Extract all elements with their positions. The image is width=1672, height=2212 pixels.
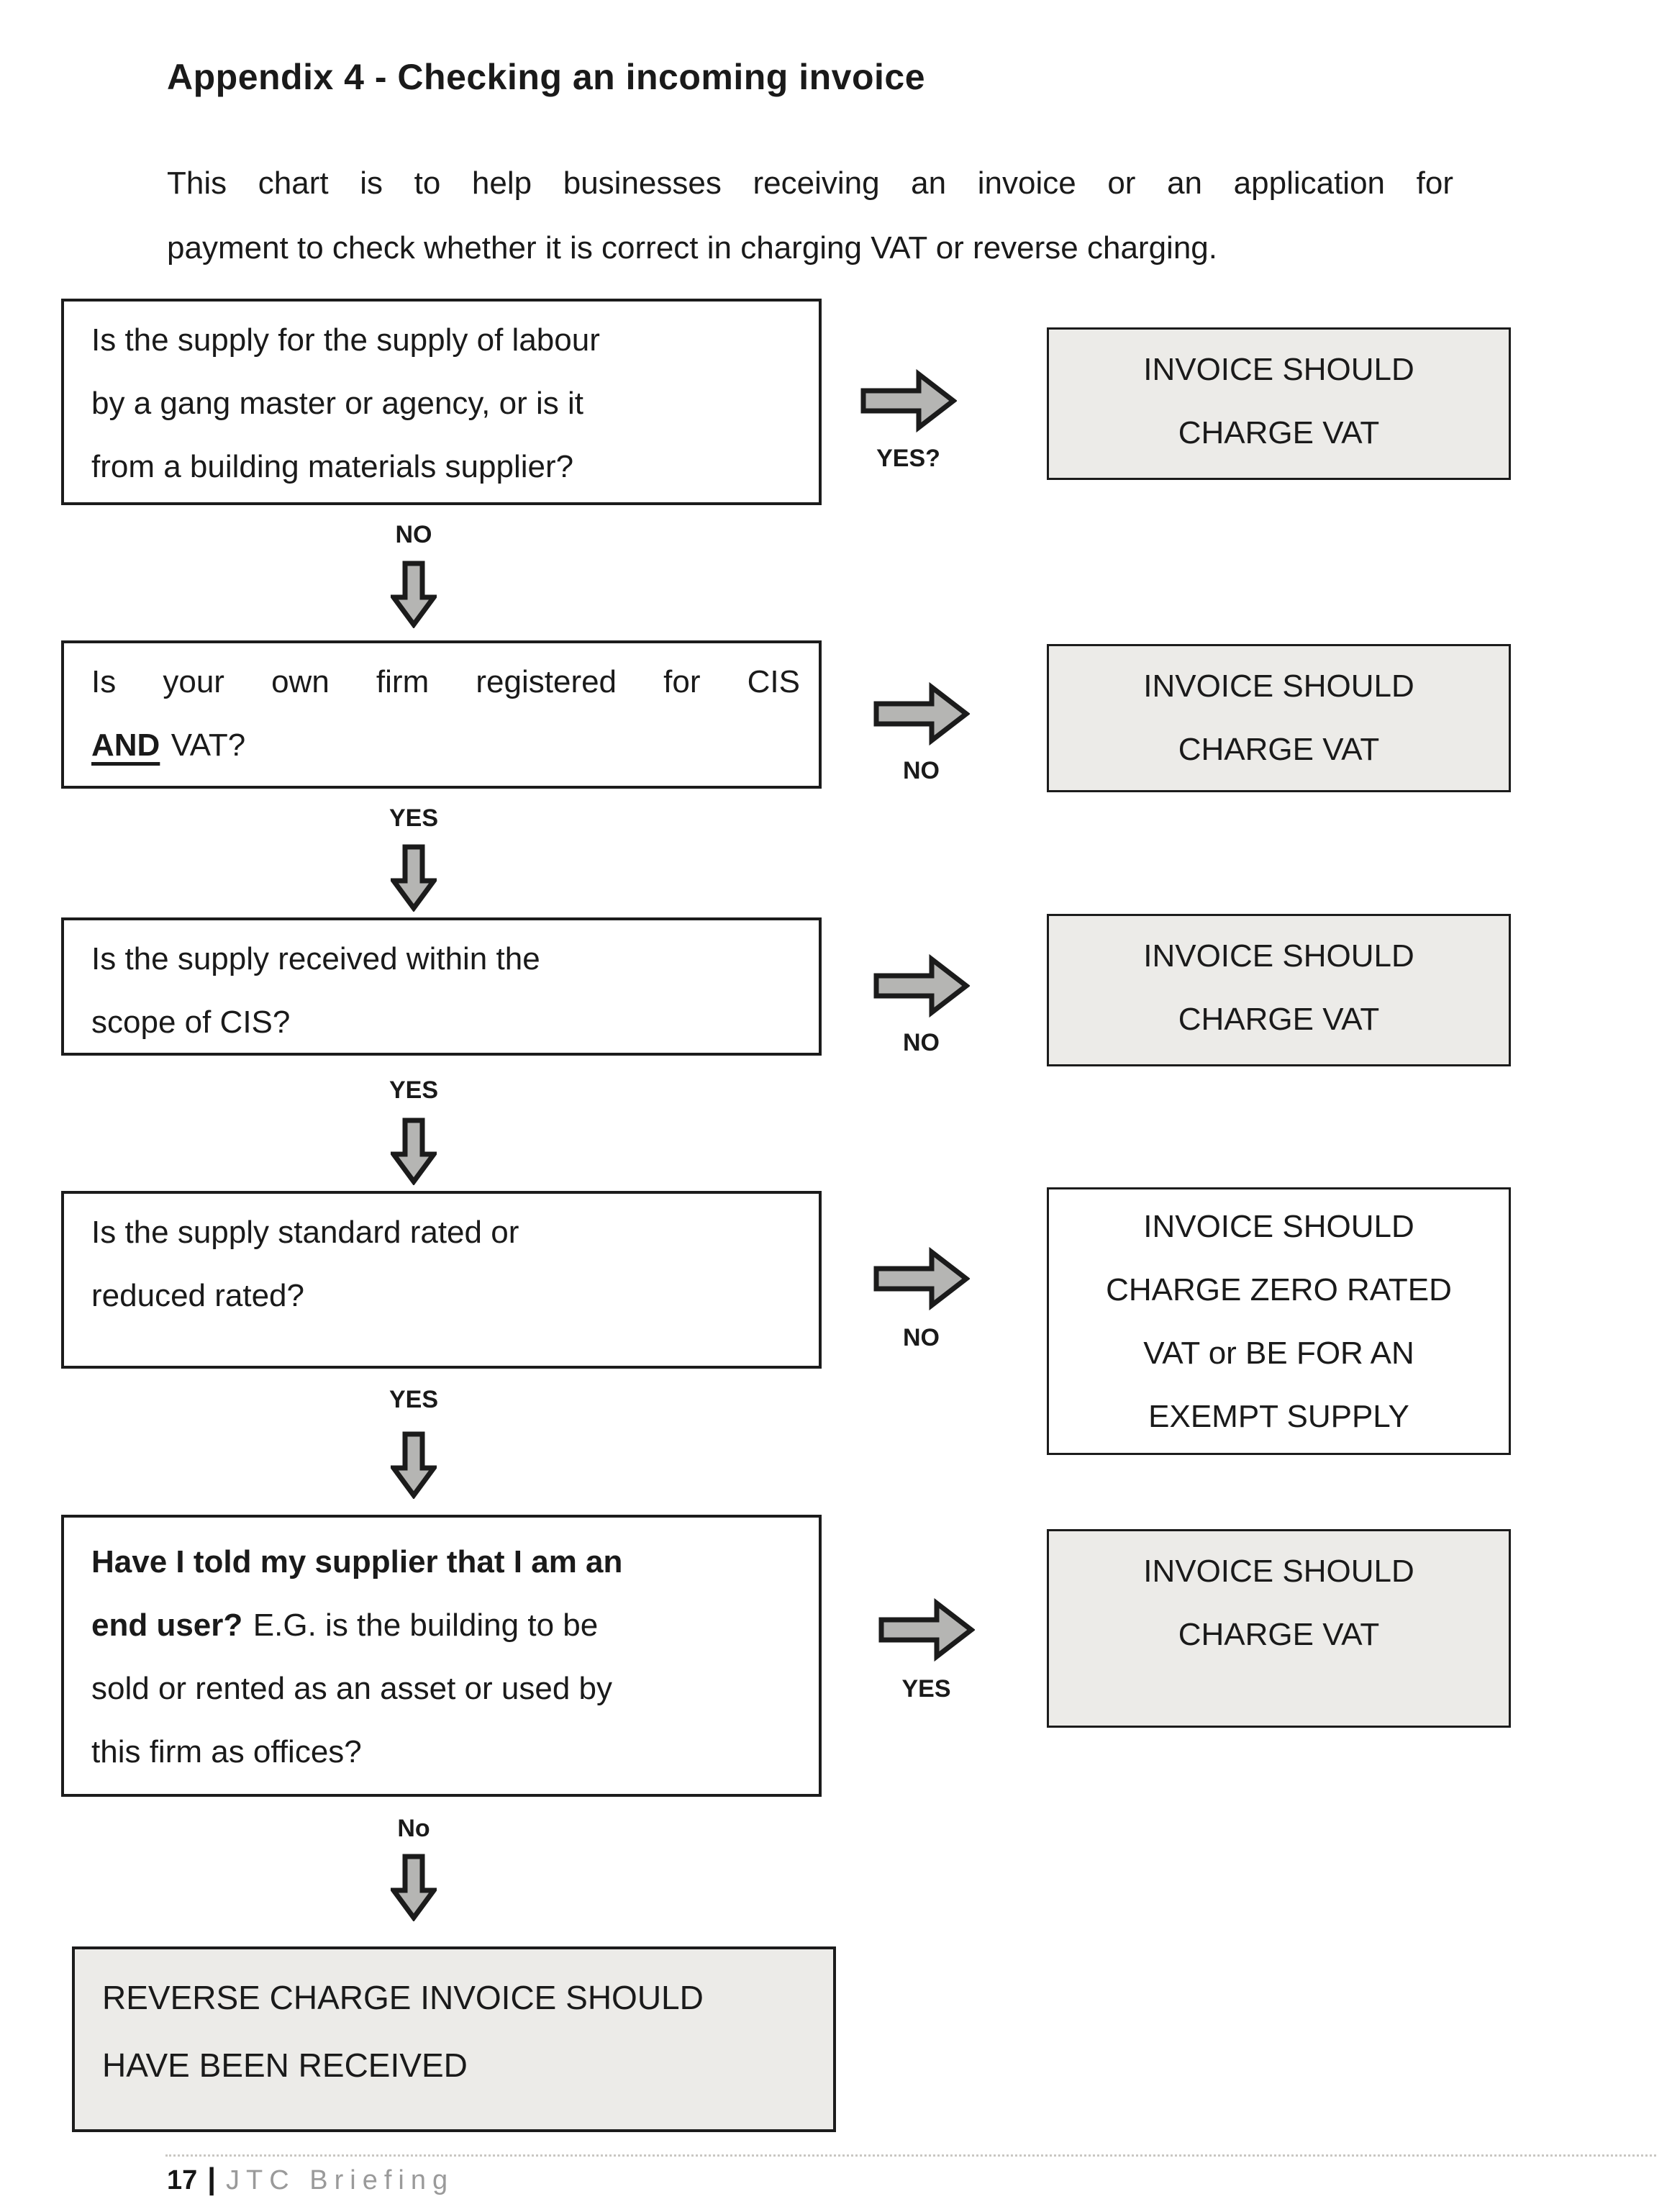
question-box-end-user (61, 1515, 822, 1797)
question-box-labour-supply (61, 299, 822, 505)
question-box-scope-of-cis (61, 917, 822, 1056)
right-arrow-icon (873, 1246, 970, 1311)
result-2-line-1: INVOICE SHOULD (1143, 668, 1414, 704)
footer-divider (165, 2154, 1656, 2157)
down-label-no-5: No (397, 1815, 430, 1842)
result-3-line-1: INVOICE SHOULD (1143, 938, 1414, 974)
question-1-line-3: from a building materials supplier? (91, 449, 574, 484)
result-4-line-3: VAT or BE FOR AN (1143, 1336, 1414, 1371)
branch-label-no-2: NO (903, 757, 940, 784)
question-5-line-4: this firm as offices? (91, 1734, 362, 1769)
result-box-charge-vat-2 (1047, 644, 1511, 792)
question-3-line-1: Is the supply received within the (91, 941, 540, 976)
question-2-line-1: Is your own firm registered for CIS (91, 664, 800, 699)
intro-line-2: payment to check whether it is correct in charging VAT or reverse charging. (167, 230, 1217, 266)
down-arrow-icon (391, 1853, 437, 1921)
question-5-line-2-rest: E.G. is the building to be (253, 1608, 599, 1643)
branch-label-yes-1: YES? (876, 445, 940, 472)
down-arrow-icon (391, 1431, 437, 1499)
page-number: 17 (167, 2165, 198, 2195)
down-label-yes-4: YES (389, 1386, 439, 1413)
down-label-no-1: NO (395, 521, 432, 548)
right-arrow-icon (860, 368, 957, 433)
question-5-line-2-bold: end user? (91, 1608, 243, 1643)
result-1-line-2: CHARGE VAT (1178, 415, 1380, 450)
question-5-line-1-bold: Have I told my supplier that I am an (91, 1544, 623, 1579)
footer-label: JTC Briefing (226, 2165, 455, 2195)
page-title: Appendix 4 - Checking an incoming invoice (167, 57, 925, 97)
branch-label-yes-5: YES (901, 1675, 951, 1703)
down-arrow-icon (391, 560, 437, 628)
result-1-line-1: INVOICE SHOULD (1143, 352, 1414, 387)
question-1-line-1: Is the supply for the supply of labour (91, 322, 600, 358)
result-box-charge-vat-3 (1047, 914, 1511, 1066)
result-4-line-4: EXEMPT SUPPLY (1148, 1399, 1409, 1434)
result-box-charge-vat-5 (1047, 1529, 1511, 1728)
right-arrow-icon (878, 1597, 975, 1662)
question-4-line-1: Is the supply standard rated or (91, 1215, 519, 1250)
result-4-line-2: CHARGE ZERO RATED (1106, 1272, 1452, 1307)
branch-label-no-3: NO (903, 1029, 940, 1056)
intro-line-1: This chart is to help businesses receiving an invoice or an application for (167, 166, 1453, 201)
branch-label-no-4: NO (903, 1324, 940, 1351)
and-emphasis: AND (91, 727, 160, 763)
down-arrow-icon (391, 843, 437, 912)
question-1-line-2: by a gang master or agency, or is it (91, 386, 583, 421)
result-box-reverse-charge (72, 1946, 836, 2132)
right-arrow-icon (873, 953, 970, 1018)
question-2-line-2-rest: VAT? (171, 727, 246, 763)
question-3-line-2: scope of CIS? (91, 1005, 291, 1040)
question-5-line-3: sold or rented as an asset or used by (91, 1671, 612, 1706)
result-5-line-1: INVOICE SHOULD (1143, 1554, 1414, 1589)
down-label-yes-2: YES (389, 804, 439, 832)
question-2-line-2 (91, 714, 800, 777)
result-5-line-2: CHARGE VAT (1178, 1617, 1380, 1652)
down-arrow-icon (391, 1117, 437, 1185)
right-arrow-icon (873, 681, 970, 746)
page-footer (167, 2162, 454, 2196)
intro-paragraph (167, 151, 1453, 281)
question-box-standard-rated (61, 1191, 822, 1369)
question-5-line-2 (91, 1594, 800, 1657)
result-3-line-2: CHARGE VAT (1178, 1002, 1380, 1037)
footer-separator: | (207, 2162, 217, 2195)
result-box-zero-rated-exempt (1047, 1187, 1511, 1455)
down-label-yes-3: YES (389, 1076, 439, 1104)
question-box-cis-vat-registered (61, 640, 822, 789)
result-box-charge-vat-1 (1047, 327, 1511, 480)
final-line-1: REVERSE CHARGE INVOICE SHOULD (102, 1979, 704, 2016)
result-4-line-1: INVOICE SHOULD (1143, 1209, 1414, 1244)
final-line-2: HAVE BEEN RECEIVED (102, 2046, 468, 2084)
result-2-line-2: CHARGE VAT (1178, 732, 1380, 767)
question-5-line-1 (91, 1531, 800, 1594)
question-4-line-2: reduced rated? (91, 1278, 304, 1313)
